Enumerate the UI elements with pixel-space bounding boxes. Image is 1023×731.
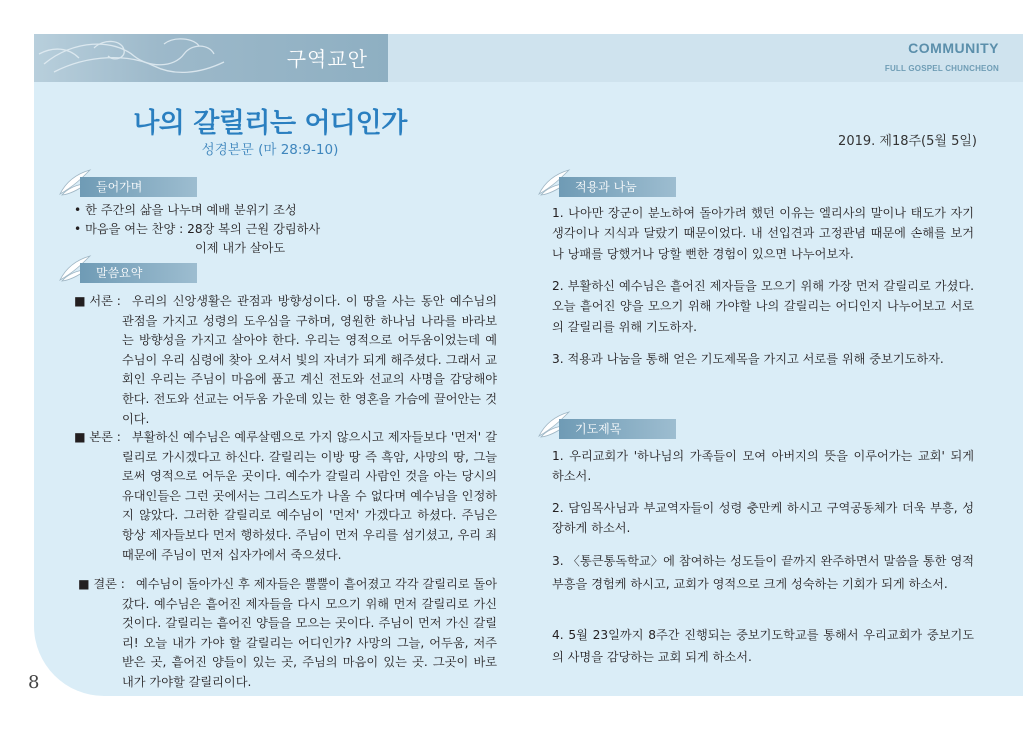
prayer-item-3: 3. 〈통큰통독학교〉에 참여하는 성도들이 끝까지 완주하면서 말씀을 통한 영적부흥을 경험케 하시고, 교회가 영적으로 크게 성숙하는 기회가 되게 하소서. [552,554,974,591]
opening-heading [56,174,206,196]
body-text: 부활하신 예수님은 예루살렘으로 가지 않으시고 제자들보다 '먼저' 갈릴리로 가시겠다고 하신다. 갈릴리는 이방 땅 즉 흑암, 사망의 땅, 그늘로써 영적으로 어두운 곳이다. 예수가 갈릴리 사람인 것을 아는 당시의 유대인들은 그런 곳에서는 그리스도가 나올 수 없다며 예수님을 인정하지 않았다. 그러한 갈릴리로 예수님이 '먼저' 가겠다고 하셨다. 주님은 항상 제자들보다 먼저 행하셨다. 주님이 먼저 우리를 섬기셨고, 우리 죄 때문에 주님이 먼저 십자가에서 죽으셨다. [122,430,497,562]
prayer-item-2: 2. 담임목사님과 부교역자들이 성령 충만케 하시고 구역공동체가 더욱 부흥, 성장하게 하소서. [552,501,974,536]
opening-line-3: 이제 내가 살아도 [195,241,286,255]
summary-heading [56,260,206,282]
prayer-item-1: 1. 우리교회가 '하나님의 가족들이 모여 아버지의 뜻을 이루어가는 교회' 되게 하소서. [552,449,974,484]
opening-heading-label: 들어가며 [80,177,197,197]
application-item-3: 3. 적용과 나눔을 통해 얻은 기도제목을 가지고 서로를 위해 중보기도하자. [552,352,944,366]
application-heading [535,174,685,196]
lesson-title: 나의 갈릴리는 어디인가 [133,108,407,139]
prayer-heading [535,416,685,438]
application-item-2: 2. 부활하신 예수님은 흩어진 제자들을 모으기 위해 가장 먼저 갈릴리로 가셨다. 오늘 흩어진 양을 모으기 위해 가야할 나의 갈릴리는 어디인지 나누어보고 서로의 갈릴리를 위해 기도하자. [552,279,974,334]
conclusion-label: ■ 결론 : [78,577,125,591]
intro-text: 우리의 신앙생활은 관점과 방향성이다. 이 땅을 사는 동안 예수님의 관점을 가지고 성령의 도우심을 구하며, 영원한 하나님 나라를 바라보는 방향성을 가지고 살아야 한다. 우리는 영적으로 어두움이었는데 예수님이 우리 심령에 찾아 오셔서 빛의 자녀가 되게 해주셨다. 그래서 교회인 우리는 주님이 마음에 품고 계신 전도와 선교의 사명을 감당해야 한다. 전도와 선교는 어두움 가운데 있는 한 영혼을 가슴에 끌어안는 것이다. [122,294,497,426]
body-label: ■ 본론 : [74,430,121,444]
decorative-swirl-icon [34,34,264,82]
scripture-reference: 성경본문 (마 28:9-10) [201,142,339,158]
community-label: COMMUNITY [908,40,999,56]
summary-heading-label: 말씀요약 [80,263,197,283]
header-banner [34,34,388,82]
application-heading-label: 적용과 나눔 [559,177,676,197]
prayer-heading-label: 기도제목 [559,419,676,439]
prayer-item-4: 4. 5월 23일까지 8주간 진행되는 중보기도학교를 통해서 우리교회가 중보기도의 사명을 감당하는 교회 되게 하소서. [552,628,974,664]
application-item-1: 1. 나아만 장군이 분노하여 돌아가려 했던 이유는 엘리사의 말이나 태도가 자기 생각이나 지식과 달랐기 때문이었다. 내 선입견과 고정관념 때문에 손해를 보거나 낭패를 당했거나 당할 뻔한 경험이 있으면 나누어보자. [552,206,974,261]
section-title: 구역교안 [286,47,368,71]
church-name: FULL GOSPEL CHUNCHEON [884,64,999,73]
lesson-date: 2019. 제18주(5월 5일) [838,134,977,149]
conclusion-text: 예수님이 돌아가신 후 제자들은 뿔뿔이 흩어졌고 각각 갈릴리로 돌아갔다. 예수님은 흩어진 제자들을 다시 모으기 위해 먼저 갈릴리로 가신 것이다. 갈릴리는 흩어진 양들을 모으는 곳이다. 주님이 먼저 가신 갈릴리! 오늘 내가 가야 할 갈릴리는 어디인가? 사망의 그늘, 어두움, 저주 받은 곳, 흩어진 양들이 있는 곳, 주님의 마음이 있는 곳. 그곳이 바로 내가 가야할 갈릴리이다. [122,577,497,689]
header-right-band [388,34,1023,82]
opening-line-1: • 한 주간의 삶을 나누며 예배 분위기 조성 [74,203,297,217]
opening-line-2: • 마음을 여는 찬양 : 28장 복의 근원 강림하사 [74,222,321,236]
intro-label: ■ 서론 : [74,294,121,308]
page-number: 8 [28,672,40,693]
